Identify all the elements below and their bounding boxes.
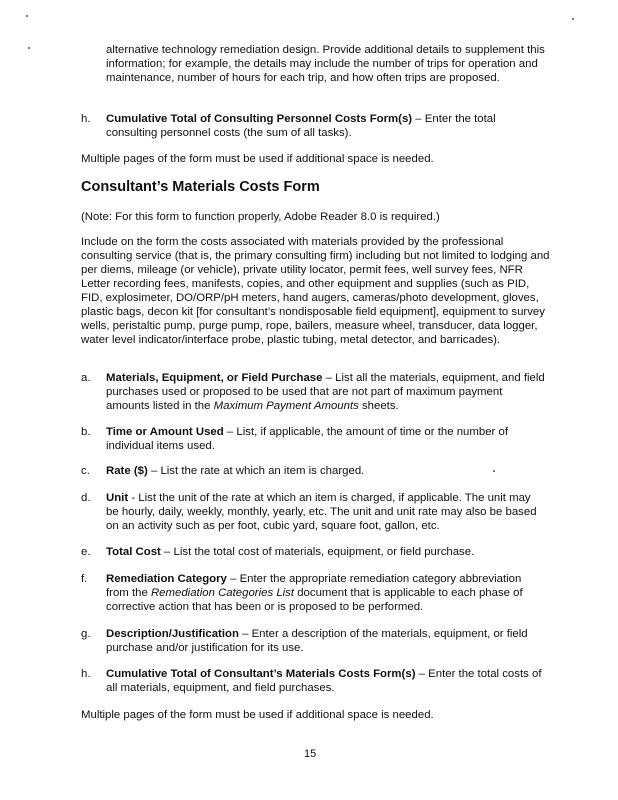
item-term: Rate ($) [106, 465, 148, 477]
item-term: Total Cost [106, 546, 161, 558]
page-number: 15 [304, 748, 317, 760]
item-italic-ref: Remediation Categories List [150, 587, 295, 599]
item-text: – Enter the total consulting personnel costs (the sum of all tasks). [106, 113, 496, 139]
item-term: Unit [106, 492, 129, 504]
item-letter: b. [81, 426, 91, 438]
list-item [106, 425, 546, 453]
item-letter: c. [81, 465, 90, 477]
intro-paragraph: Include on the form the costs associated with materials provided by the professional consulting service (that is, the primary consulting firm) including but not limited to lodging and per diems, mileage (or vehicle), private utility locator, permit fees, well survey fees, NFR Letter recording fees, manifests, copies, and other equipment and supplies (such as PID, FID, explosimeter, DO/ORP/pH meters, hand augers, cameras/photo development, gloves, plastic bags, decon kit [for consultant’s nondisposable field equipment], equipment to survey wells, peristaltic pump, purge pump, rope, bailers, measure wheel, transducer, data logger, water level indicator/interface probe, plastic tubing, metal detector, and barricades). [81, 236, 550, 346]
item-letter: h. [81, 113, 91, 125]
item-text: – Enter the appropriate remediation category abbreviation from the [106, 573, 522, 599]
item-text: sheets. [358, 400, 399, 412]
item-letter: e. [81, 546, 91, 558]
item-letter: d. [81, 492, 91, 504]
section-heading: Consultant’s Materials Costs Form [81, 179, 320, 195]
list-item [106, 371, 546, 413]
item-text: – List, if applicable, the amount of time or the number of individual items used. [106, 426, 509, 452]
item-term: Description/Justification [106, 628, 239, 640]
item-text: – Enter a description of the materials, equipment, or field purchase and/or justification for its use. [106, 628, 528, 654]
scan-speck [572, 18, 574, 20]
item-letter: h. [81, 668, 91, 680]
item-text: – List all the materials, equipment, and field purchases used or proposed to be used that are not part of maximum payment amounts listed in the [106, 372, 545, 412]
list-item [106, 491, 546, 533]
list-item [106, 667, 546, 695]
list-item [106, 572, 546, 614]
item-letter: a. [81, 372, 91, 384]
item-term: Cumulative Total of Consulting Personnel Costs Form(s) [106, 113, 413, 125]
item-letter: g. [81, 628, 91, 640]
adobe-note: (Note: For this form to function properly, Adobe Reader 8.0 is required.) [81, 211, 440, 223]
list-item [106, 545, 546, 559]
item-letter: f. [81, 573, 88, 585]
scan-speck [28, 47, 30, 49]
item-text: – List the total cost of materials, equipment, or field purchase. [160, 546, 475, 558]
item-text: document that is applicable to each phase of corrective action that has been or is proposed to be performed. [106, 587, 523, 613]
item-text: - List the unit of the rate at which an item is charged, if applicable. The unit may be hourly, daily, weekly, monthly, yearly, etc. The unit and unit rate may also be based on an activity such as per foot, cubic yard, square foot, gallon, etc. [106, 492, 537, 532]
item-term: Materials, Equipment, or Field Purchase [106, 372, 323, 384]
item-italic-ref: Maximum Payment Amounts [213, 400, 359, 412]
multiple-pages-note: Multiple pages of the form must be used if additional space is needed. [81, 709, 434, 721]
item-text: – List the rate at which an item is charged. [147, 465, 365, 477]
multiple-pages-note: Multiple pages of the form must be used if additional space is needed. [81, 153, 434, 165]
list-item [106, 627, 546, 655]
scan-speck [26, 15, 28, 17]
continued-paragraph: alternative technology remediation design. Provide additional details to supplement this information; for example, the details may include the number of trips for operation and maintenance, number of hours for each trip, and how often trips are proposed. [106, 44, 545, 84]
item-term: Time or Amount Used [106, 426, 224, 438]
list-item [106, 112, 546, 140]
item-text: – Enter the total costs of all materials, equipment, and field purchases. [106, 668, 542, 694]
item-term: Remediation Category [106, 573, 227, 585]
item-term: Cumulative Total of Consultant’s Materials Costs Form(s) [106, 668, 416, 680]
list-item [106, 464, 546, 478]
